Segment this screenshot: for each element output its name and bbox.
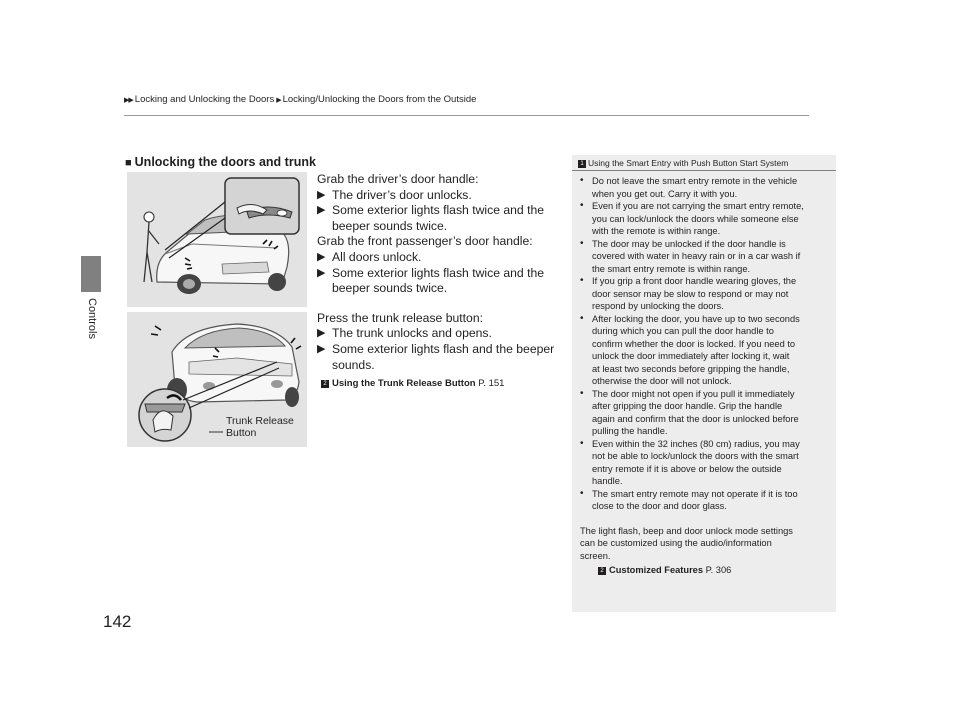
result-item-continued: beeper sounds twice. bbox=[332, 218, 448, 233]
heading-text: Unlocking the doors and trunk bbox=[134, 155, 316, 169]
breadcrumb bbox=[124, 94, 476, 105]
note-number-icon: 1 bbox=[578, 160, 586, 168]
xref-icon: 2 bbox=[598, 567, 606, 575]
arrow-icon: ▶ bbox=[317, 188, 326, 201]
step-driver: Grab the driver’s door handle: bbox=[317, 172, 479, 186]
result-item-continued: sounds. bbox=[332, 357, 375, 372]
bullet-item: • The smart entry remote may not operate if it is too close to the door and door glass. bbox=[580, 488, 832, 513]
xref-label[interactable]: Using the Trunk Release Button bbox=[332, 378, 476, 390]
bullet-item: • The door may be unlocked if the door handle is covered with water in heavy rain or in a car wash if the smart entry remote is within range. bbox=[580, 238, 832, 276]
bullet-item: • The door might not open if you pull it immediately after gripping the door handle. Grip the handle again and confirm that the door is unlocked before pulling the handle. bbox=[580, 388, 832, 438]
result-item: ▶ The driver’s door unlocks. bbox=[317, 187, 472, 202]
bullet-item: • Even within the 32 inches (80 cm) radius, you may not be able to lock/unlock the doors with the smart entry remote if it is above or below the outside handle. bbox=[580, 438, 832, 488]
bullet-item: • Do not leave the smart entry remote in the vehicle when you get out. Carry it with you. bbox=[580, 175, 832, 200]
chapter-label: Controls bbox=[86, 298, 98, 339]
arrow-icon: ▶ bbox=[317, 204, 326, 217]
xref-icon: 2 bbox=[321, 380, 329, 388]
sidebar-paragraph: The light flash, beep and door unlock mode settings can be customized using the audio/information screen. bbox=[580, 525, 793, 561]
xref-page[interactable]: P. 151 bbox=[478, 378, 505, 390]
step-passenger: Grab the front passenger’s door handle: bbox=[317, 234, 533, 249]
breadcrumb-subsection[interactable]: Locking/Unlocking the Doors from the Outside bbox=[282, 94, 477, 105]
trunk-release-callout bbox=[226, 415, 294, 439]
callout-line-2: Button bbox=[226, 427, 257, 439]
breadcrumb-separator-icon: ▶ bbox=[276, 97, 281, 104]
bullet-item: • Even if you are not carrying the smart entry remote, you can lock/unlock the doors while someone else with the remote is within range. bbox=[580, 200, 832, 238]
result-item: ▶ The trunk unlocks and opens. bbox=[317, 326, 492, 341]
sidebar-rule bbox=[572, 170, 836, 171]
header-rule bbox=[124, 115, 809, 116]
heading-square-icon: ■ bbox=[125, 157, 132, 169]
page-number: 142 bbox=[103, 612, 132, 631]
chapter-tab bbox=[81, 256, 101, 292]
result-item: ▶ Some exterior lights flash twice and the bbox=[317, 265, 545, 280]
xref-trunk-release[interactable] bbox=[317, 376, 567, 392]
section-heading bbox=[125, 155, 316, 169]
car-door-illustration bbox=[127, 172, 307, 307]
sidebar-body bbox=[580, 175, 832, 577]
sidebar-title bbox=[578, 158, 788, 168]
arrow-icon: ▶ bbox=[317, 266, 326, 279]
xref-label[interactable]: Customized Features bbox=[609, 565, 704, 575]
breadcrumb-section[interactable]: Locking and Unlocking the Doors bbox=[134, 94, 275, 105]
bullet-item: • If you grip a front door handle wearing gloves, the door sensor may be slow to respond or may not respond by unlocking the doors. bbox=[580, 275, 832, 313]
result-item-continued: beeper sounds twice. bbox=[332, 281, 448, 296]
result-item: ▶ All doors unlock. bbox=[317, 249, 422, 264]
breadcrumb-marker-icon: ▶▶ bbox=[124, 97, 133, 104]
xref-page[interactable]: P. 306 bbox=[705, 565, 732, 575]
step-trunk: Press the trunk release button: bbox=[317, 310, 483, 325]
arrow-icon: ▶ bbox=[317, 250, 326, 263]
arrow-icon: ▶ bbox=[317, 327, 326, 340]
result-item: ▶ Some exterior lights flash and the beeper bbox=[317, 341, 555, 356]
callout-line-1: Trunk Release bbox=[226, 415, 294, 427]
bullet-item: • After locking the door, you have up to two seconds during which you can pull the door handle to confirm whether the door is locked. If you need to unlock the door immediately after locking it, wait at least two seconds before gripping the handle, otherwise the door will not unlock. bbox=[580, 313, 832, 388]
sidebar-title-text: Using the Smart Entry with Push Button Start System bbox=[588, 158, 789, 168]
xref-customized-features[interactable] bbox=[580, 564, 832, 577]
arrow-icon: ▶ bbox=[317, 342, 326, 355]
figure-door-handle bbox=[127, 172, 307, 307]
main-instructions bbox=[317, 172, 567, 392]
result-item: ▶ Some exterior lights flash twice and the bbox=[317, 203, 545, 218]
